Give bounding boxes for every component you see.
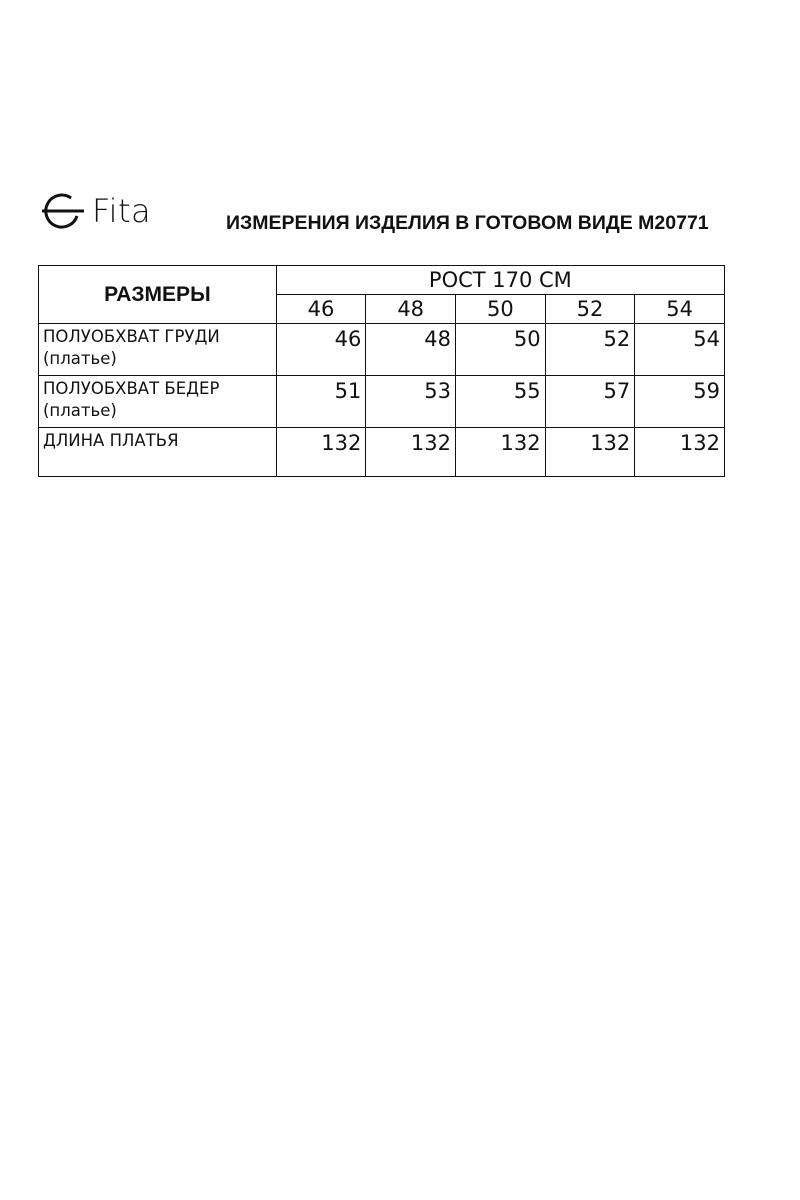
table-row — [39, 376, 725, 428]
value-cell: 55 — [456, 376, 546, 428]
value-cell: 50 — [456, 324, 546, 376]
row-label — [39, 324, 277, 376]
row-label-line: ПОЛУОБХВАТ ГРУДИ — [43, 327, 220, 346]
row-label-note: (платье) — [43, 349, 117, 368]
brand-name: Fita — [92, 192, 152, 230]
row-label — [39, 428, 277, 477]
value-cell: 52 — [545, 324, 635, 376]
value-cell: 132 — [366, 428, 456, 477]
value-cell: 132 — [276, 428, 366, 477]
value-cell: 132 — [635, 428, 725, 477]
value-cell: 59 — [635, 376, 725, 428]
brand-logo — [38, 186, 151, 236]
table-header-row — [39, 266, 725, 295]
table-row — [39, 428, 725, 477]
value-cell: 132 — [545, 428, 635, 477]
row-label-line: ДЛИНА ПЛАТЬЯ — [43, 431, 179, 450]
value-cell: 57 — [545, 376, 635, 428]
value-cell: 53 — [366, 376, 456, 428]
height-header: РОСТ 170 СМ — [276, 266, 724, 295]
size-header-cell: 46 — [276, 295, 366, 324]
fita-theta-logo-icon — [38, 186, 88, 236]
value-cell: 51 — [276, 376, 366, 428]
size-header-cell: 50 — [456, 295, 546, 324]
page-title: ИЗМЕРЕНИЯ ИЗДЕЛИЯ В ГОТОВОМ ВИДЕ М20771 — [226, 212, 709, 234]
size-chart-table — [38, 265, 725, 477]
row-label-line: ПОЛУОБХВАТ БЕДЕР — [43, 379, 220, 398]
table-row — [39, 324, 725, 376]
size-header-cell: 48 — [366, 295, 456, 324]
value-cell: 46 — [276, 324, 366, 376]
row-label-note: (платье) — [43, 401, 117, 420]
value-cell: 132 — [456, 428, 546, 477]
sizes-header: РАЗМЕРЫ — [39, 266, 277, 324]
size-header-cell: 52 — [545, 295, 635, 324]
size-header-cell: 54 — [635, 295, 725, 324]
row-label — [39, 376, 277, 428]
value-cell: 48 — [366, 324, 456, 376]
value-cell: 54 — [635, 324, 725, 376]
